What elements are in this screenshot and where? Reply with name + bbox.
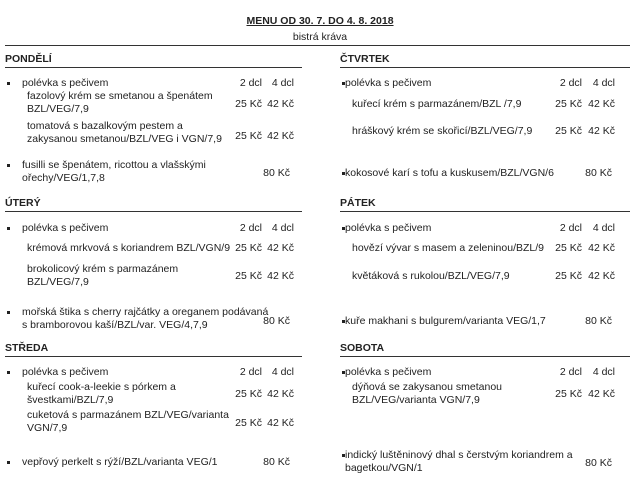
soup-price-large: 42 Kč (267, 98, 294, 110)
soup-price-small: 25 Kč (555, 270, 582, 282)
bullet-icon (7, 227, 10, 230)
soup-size-large: 4 dcl (592, 222, 615, 234)
soup-size-large: 4 dcl (271, 222, 294, 234)
soup-price-small: 25 Kč (235, 242, 262, 254)
soup-name: cuketová s parmazánem BZL/VEG/varianta (27, 409, 229, 421)
bullet-icon (7, 82, 10, 85)
soup-price-small: 25 Kč (235, 388, 262, 400)
bullet-icon (7, 311, 10, 314)
day-divider (340, 211, 630, 212)
soup-price-large: 42 Kč (267, 130, 294, 142)
main-dish-price: 80 Kč (263, 167, 290, 179)
soup-header-label: polévka s pečivem (22, 222, 109, 234)
soup-name: dýňová se zakysanou smetanou (352, 381, 503, 393)
main-dish-name: indický luštěninový dhal s čerstvým koriandrem a (345, 449, 573, 461)
soup-price-large: 42 Kč (588, 125, 615, 137)
main-dish-name: fusilli se špenátem, ricottou a vlašskými (22, 159, 206, 171)
soup-name: brokolicový krém s parmazánem (27, 263, 179, 275)
restaurant-name: bistrá kráva (292, 31, 348, 43)
soup-price-large: 42 Kč (588, 98, 615, 110)
soup-size-small: 2 dcl (559, 222, 582, 234)
soup-price-large: 42 Kč (267, 417, 294, 429)
soup-price-small: 25 Kč (235, 130, 262, 142)
soup-name: BZL/VEG/varianta VGN/7,9 (352, 394, 480, 406)
soup-size-small: 2 dcl (559, 366, 582, 378)
soup-name: hráškový krém se skořicí/BZL/VEG/7,9 (352, 125, 533, 137)
main-dish-name: vepřový perkelt s rýží/BZL/varianta VEG/1 (22, 456, 218, 468)
main-dish-name: ořechy/VEG/1,7,8 (22, 172, 105, 184)
soup-name: kuřecí cook-a-leekie s pórkem a (27, 381, 176, 393)
soup-size-large: 4 dcl (271, 366, 294, 378)
soup-price-small: 25 Kč (555, 242, 582, 254)
day-divider (5, 356, 302, 357)
soup-name: fazolový krém se smetanou a špenátem (27, 90, 213, 102)
soup-name: BZL/VEG/7,9 (27, 103, 89, 115)
soup-price-large: 42 Kč (267, 270, 294, 282)
soup-price-large: 42 Kč (267, 242, 294, 254)
soup-price-small: 25 Kč (555, 388, 582, 400)
soup-name: tomatová s bazalkovým pestem a (27, 120, 183, 132)
main-dish-name: s bramborovou kaší/BZL/var. VEG/4,7,9 (22, 319, 208, 331)
day-divider (5, 67, 302, 68)
bullet-icon (7, 461, 10, 464)
day-divider (340, 356, 630, 357)
main-dish-name: mořská štika s cherry rajčátky a oreganem podávaná (22, 306, 269, 318)
day-title: ČTVRTEK (340, 53, 390, 65)
header-divider (5, 45, 630, 46)
day-divider (340, 67, 630, 68)
soup-size-small: 2 dcl (239, 77, 262, 89)
soup-size-small: 2 dcl (239, 222, 262, 234)
soup-size-large: 4 dcl (271, 77, 294, 89)
soup-header-label: polévka s pečivem (22, 77, 109, 89)
soup-name: květáková s rukolou/BZL/VEG/7,9 (352, 270, 510, 282)
soup-price-large: 42 Kč (588, 270, 615, 282)
soup-price-small: 25 Kč (235, 417, 262, 429)
main-dish-price: 80 Kč (263, 456, 290, 468)
soup-name: hovězí vývar s masem a zeleninou/BZL/9 (352, 242, 545, 254)
main-dish-name: kuře makhani s bulgurem/varianta VEG/1,7 (345, 315, 546, 327)
main-dish-price: 80 Kč (263, 315, 290, 327)
day-title: SOBOTA (340, 342, 385, 354)
soup-name: BZL/VEG/7,9 (27, 276, 89, 288)
soup-size-large: 4 dcl (592, 366, 615, 378)
day-title: PÁTEK (340, 197, 376, 209)
soup-size-small: 2 dcl (239, 366, 262, 378)
soup-size-large: 4 dcl (592, 77, 615, 89)
main-dish-name: bagetkou/VGN/1 (345, 462, 423, 474)
soup-header-label: polévka s pečivem (345, 77, 432, 89)
soup-price-large: 42 Kč (588, 388, 615, 400)
main-dish-price: 80 Kč (585, 167, 612, 179)
soup-price-small: 25 Kč (555, 125, 582, 137)
soup-size-small: 2 dcl (559, 77, 582, 89)
soup-price-large: 42 Kč (267, 388, 294, 400)
soup-header-label: polévka s pečivem (22, 366, 109, 378)
soup-price-small: 25 Kč (235, 98, 262, 110)
soup-name: švestkami/BZL/7,9 (27, 394, 114, 406)
day-title: ÚTERÝ (5, 197, 41, 209)
main-dish-name: kokosové karí s tofu a kuskusem/BZL/VGN/6 (345, 167, 554, 179)
menu-title: MENU OD 30. 7. DO 4. 8. 2018 (246, 15, 394, 27)
bullet-icon (7, 164, 10, 167)
soup-name: kuřecí krém s parmazánem/BZL /7,9 (352, 98, 522, 110)
bullet-icon (7, 371, 10, 374)
soup-name: zakysanou smetanou/BZL/VEG i VGN/7,9 (27, 133, 222, 145)
soup-header-label: polévka s pečivem (345, 222, 432, 234)
soup-price-small: 25 Kč (235, 270, 262, 282)
main-dish-price: 80 Kč (585, 315, 612, 327)
soup-price-small: 25 Kč (555, 98, 582, 110)
day-title: PONDĚLÍ (5, 53, 52, 65)
day-title: STŘEDA (5, 342, 49, 354)
soup-header-label: polévka s pečivem (345, 366, 432, 378)
soup-name: VGN/7,9 (27, 422, 68, 434)
day-divider (5, 211, 302, 212)
main-dish-price: 80 Kč (585, 457, 612, 469)
soup-name: krémová mrkvová s koriandrem BZL/VGN/9 (27, 242, 231, 254)
soup-price-large: 42 Kč (588, 242, 615, 254)
